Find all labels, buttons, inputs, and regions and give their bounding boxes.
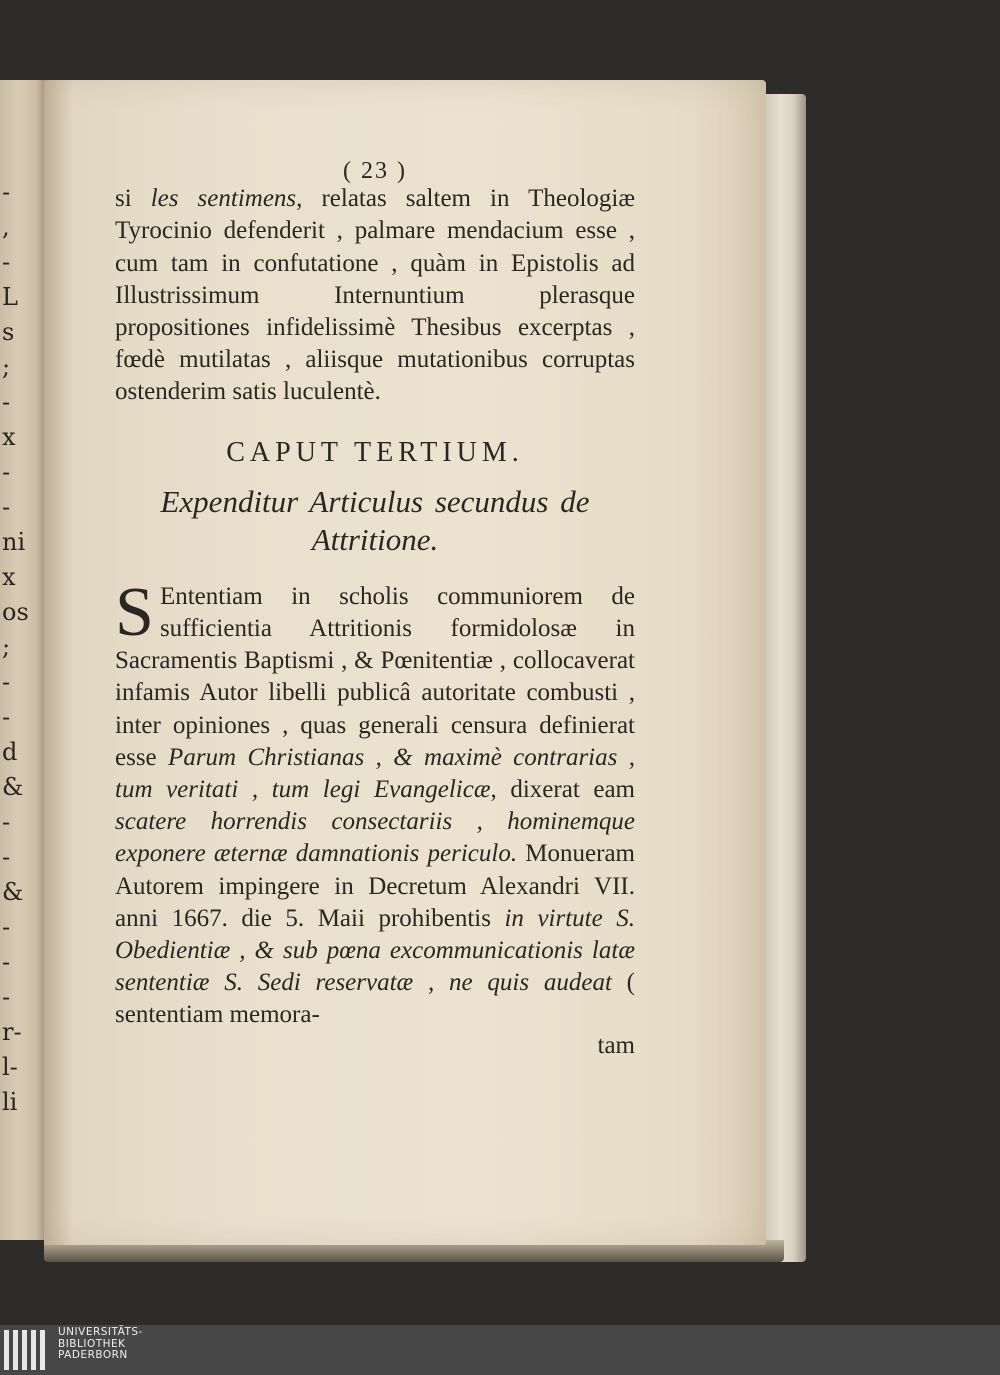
body-paragraph-run: in virtute S. Obedientiæ , & sub pœna excommunicationis latæ sententiæ S. Sedi reservatæ , ne quis audeat bbox=[115, 904, 635, 997]
left-page-fragment: - bbox=[2, 493, 11, 521]
left-page-fragment: - bbox=[2, 808, 11, 836]
left-page-fragment: - bbox=[2, 178, 11, 206]
logo-line-1: UNIVERSITÄTS- bbox=[58, 1326, 143, 1338]
body-paragraph bbox=[115, 573, 635, 1032]
body-paragraph-run: Parum Christianas , & maximè contrarias , tum veritati , tum legi Evangelicæ bbox=[115, 743, 635, 804]
left-page-fragment: - bbox=[2, 983, 11, 1011]
drop-cap: S bbox=[115, 573, 154, 651]
left-page-fragment: - bbox=[2, 668, 11, 696]
opening-paragraph-run: , relatas saltem in Theologiæ Tyrocinio defenderit , palmare mendacium esse , cum tam in confutatione , quàm in Epistolis ad Illustrissimum Internuntium plerasque propositiones infidelissimè Thesibus excerptas , fœdè mutilatas , aliisque mutationibus corruptas ostenderim satis luculentè. bbox=[115, 185, 636, 406]
left-page-edge bbox=[0, 80, 50, 1240]
logo-line-3: PADERBORN bbox=[58, 1349, 128, 1361]
footer-bar bbox=[0, 1325, 1000, 1375]
page-number: ( 23 ) bbox=[343, 158, 407, 184]
catchword: tam bbox=[597, 1031, 635, 1059]
left-page-fragment: - bbox=[2, 248, 11, 276]
left-page-fragment: os bbox=[2, 598, 29, 626]
left-page-fragment: ; bbox=[2, 353, 11, 381]
left-page-fragment: r- bbox=[2, 1018, 22, 1046]
left-page-fragment: & bbox=[2, 773, 24, 801]
left-page-fragment: , bbox=[2, 213, 10, 241]
left-page-fragment: ; bbox=[2, 633, 11, 661]
chapter-subtitle-line2: Attritione. bbox=[311, 521, 439, 557]
chapter-heading: CAPUT TERTIUM. bbox=[226, 436, 524, 468]
left-page-fragment: - bbox=[2, 388, 11, 416]
left-page-fragment: d bbox=[2, 738, 18, 766]
library-bars-logo-icon bbox=[4, 1330, 48, 1370]
page-stack-edge bbox=[764, 94, 806, 1262]
left-page-fragment: - bbox=[2, 948, 11, 976]
left-page-fragment: - bbox=[2, 458, 11, 486]
body-paragraph-run: ( sententiam memora- bbox=[115, 969, 635, 1029]
left-page-fragment: l- bbox=[2, 1053, 18, 1081]
logo-line-2: BIBLIOTHEK bbox=[58, 1337, 126, 1350]
left-page-fragment: li bbox=[2, 1088, 18, 1116]
chapter-subtitle-line1: Expenditur Articulus secundus de bbox=[160, 483, 590, 519]
left-page-fragment: s bbox=[2, 318, 15, 346]
body-paragraph-run: scatere horrendis consectariis , hominemque exponere æternæ damnationis periculo. bbox=[115, 808, 635, 868]
opening-paragraph-run: les sentimens bbox=[150, 185, 297, 213]
left-page-fragment: x bbox=[2, 563, 16, 591]
page-text bbox=[115, 155, 635, 1062]
body-paragraph-run: Monueram Autorem impingere in Decretum Alexandri VII. anni 1667. die 5. Maii prohibentis bbox=[115, 840, 635, 932]
left-page-fragment: & bbox=[2, 878, 24, 906]
left-page-fragment: - bbox=[2, 913, 11, 941]
chapter-subtitle bbox=[115, 483, 635, 559]
body-paragraph-run: Ententiam in scholis communiorem de sufficientia Attritionis formidolosæ in Sacramentis Baptismi , & Pœnitentiæ , collocaverat infamis Autor libelli publicâ autoritate combusti , inter opiniones , quas generali censura definierat esse bbox=[115, 582, 635, 771]
left-page-fragment: - bbox=[2, 703, 11, 731]
opening-paragraph-run: si bbox=[115, 185, 151, 213]
left-page-fragment: L bbox=[2, 283, 18, 311]
left-page-fragment: ni bbox=[2, 528, 26, 556]
opening-paragraph bbox=[115, 183, 635, 408]
left-page-fragment: x bbox=[2, 423, 16, 451]
library-logo-text bbox=[58, 1327, 143, 1362]
body-paragraph-run: , dixerat eam bbox=[490, 776, 635, 804]
left-page-fragment: - bbox=[2, 843, 11, 871]
